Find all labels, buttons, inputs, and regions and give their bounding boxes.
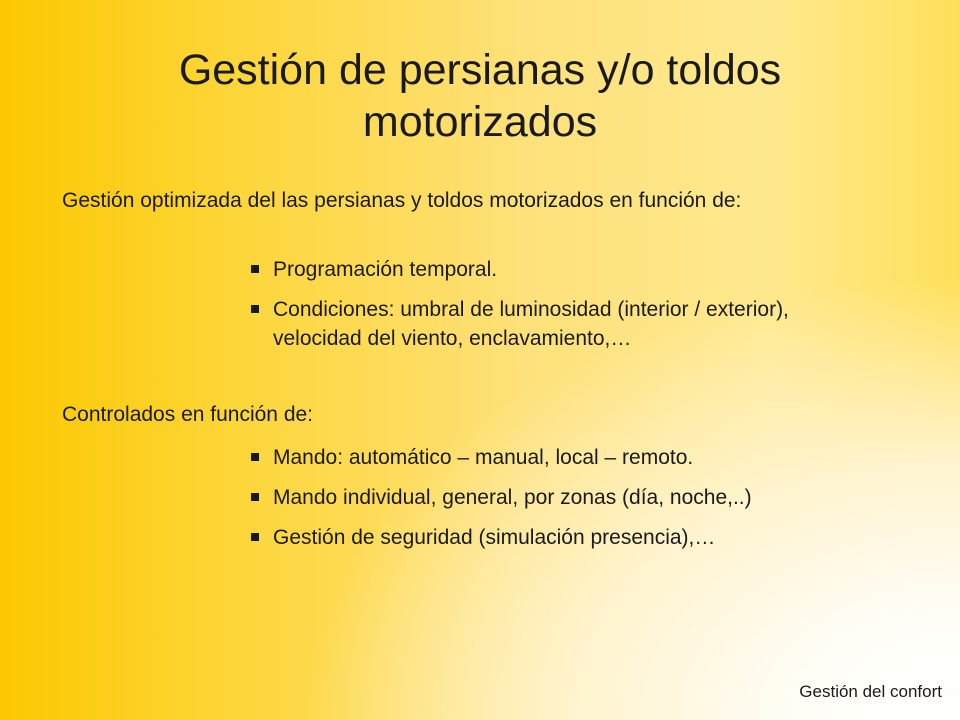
bullet-text: Mando individual, general, por zonas (día, noche,..) (273, 486, 752, 509)
bullet-text: Mando: automático – manual, local – remoto. (273, 446, 694, 469)
intro-paragraph: Gestión optimizada del las persianas y toldos motorizados en función de: (62, 189, 742, 212)
slide-footer: Gestión del confort (799, 682, 942, 701)
square-bullet-icon (251, 493, 259, 501)
list-item (248, 443, 868, 472)
bullet-text: Condiciones: umbral de luminosidad (interior / exterior), velocidad del viento, enclavamiento,… (273, 298, 789, 350)
square-bullet-icon (251, 305, 259, 313)
slide-title: Gestión de persianas y/o toldos motorizados (178, 46, 782, 146)
list-item (248, 523, 868, 552)
bullet-text: Programación temporal. (273, 258, 498, 281)
intro-bullet-list (248, 255, 868, 364)
list-item (248, 295, 868, 353)
square-bullet-icon (251, 533, 259, 541)
square-bullet-icon (251, 265, 259, 273)
controls-heading: Controlados en función de: (62, 403, 314, 426)
list-item (248, 255, 868, 284)
square-bullet-icon (251, 453, 259, 461)
bullet-text: Gestión de seguridad (simulación presencia),… (273, 526, 716, 549)
list-item (248, 483, 868, 512)
controls-bullet-list (248, 443, 868, 563)
